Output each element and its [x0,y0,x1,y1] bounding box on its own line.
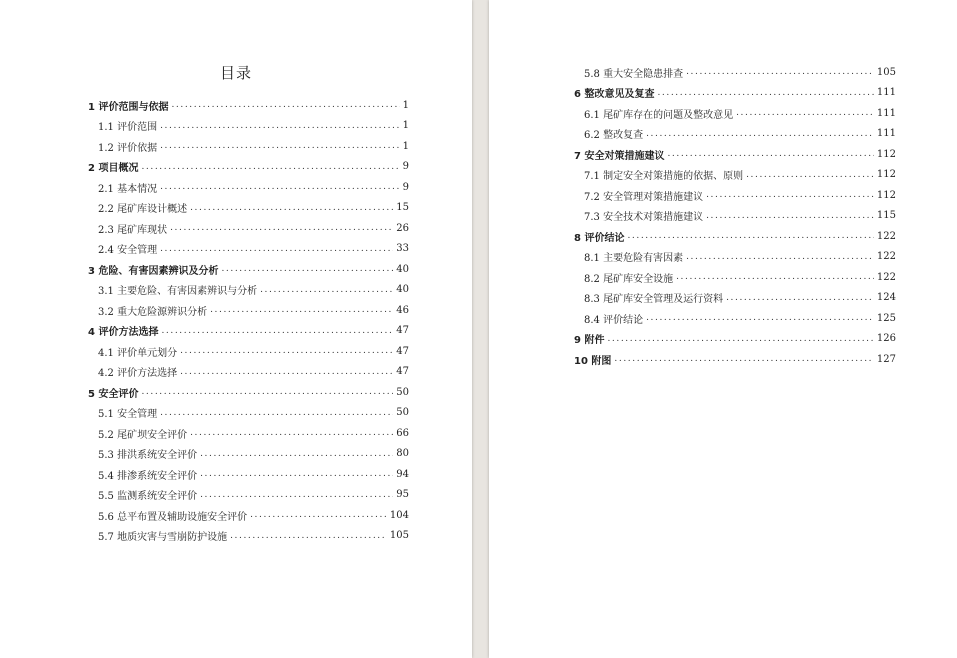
toc-leader-dots [250,510,387,520]
toc-leader-dots [190,428,393,438]
toc-page-number: 40 [396,263,409,275]
toc-page-number: 124 [876,292,896,303]
toc-section-entry[interactable] [98,527,409,545]
toc-page-number: 47 [396,366,409,377]
toc-page-number: 122 [876,251,896,262]
toc-section-entry[interactable] [584,289,896,307]
toc-section-entry[interactable] [98,506,409,524]
toc-entry-title: 7 安全对策措施建议 [574,150,665,162]
toc-page-number: 66 [396,427,409,439]
toc-leader-dots [161,326,393,336]
toc-section-entry[interactable] [584,207,896,225]
toc-entry-title: 5.3 排洪系统安全评价 [98,450,198,461]
toc-leader-dots [676,272,874,282]
toc-page-number: 125 [876,312,896,324]
toc-section-entry[interactable] [98,281,409,299]
toc-entry-title: 2.2 尾矿库设计概述 [98,204,188,215]
toc-section-entry[interactable] [584,248,896,266]
toc-leader-dots [200,490,393,500]
toc-entry-title: 4 评价方法选择 [88,327,159,338]
toc-page-number: 111 [876,128,896,139]
toc-section-entry[interactable] [98,363,409,381]
toc-leader-dots [200,469,393,479]
toc-leader-dots [736,108,874,118]
toc-entry-title: 8.4 评价结论 [584,314,644,326]
toc-leader-dots [260,285,393,295]
toc-page-number: 80 [396,448,409,459]
toc-page-number: 40 [396,284,409,295]
toc-entry-title: 6 整改意见及复查 [574,89,655,100]
toc-section-entry[interactable] [98,117,409,135]
toc-page-number: 9 [402,181,409,193]
toc-leader-dots [746,170,874,180]
toc-page-number: 1 [402,120,409,131]
toc-leader-dots [646,129,874,139]
toc-leader-dots [160,141,400,151]
toc-section-entry[interactable] [584,104,896,122]
document-page-right [489,0,957,658]
toc-chapter-entry[interactable] [88,96,409,114]
toc-section-entry[interactable] [98,342,409,360]
toc-entry-title: 7.1 制定安全对策措施的依据、原则 [584,171,744,182]
toc-entry-title: 3.2 重大危险源辨识分析 [98,306,208,318]
toc-entry-title: 8.1 主要危险有害因素 [584,253,684,264]
toc-entry-title: 1 评价范围与依据 [88,101,169,113]
toc-leader-dots [230,531,387,541]
toc-leader-dots [627,231,873,241]
toc-page-number: 112 [876,169,896,180]
toc-page-number: 111 [876,87,896,98]
toc-page-number: 105 [389,530,409,541]
toc-page-number: 127 [876,353,896,365]
toc-section-entry[interactable] [98,486,409,504]
toc-leader-dots [160,244,393,254]
toc-section-entry[interactable] [584,268,896,286]
toc-entry-title: 2.3 尾矿库现状 [98,224,168,236]
toc-entry-title: 5.7 地质灾害与雪崩防护设施 [98,532,228,543]
toc-leader-dots [180,367,393,377]
toc-leader-dots [160,408,393,418]
toc-entry-title: 5.2 尾矿坝安全评价 [98,429,188,441]
toc-leader-dots [170,223,393,233]
toc-page-number: 95 [396,489,409,500]
toc-entry-title: 6.1 尾矿库存在的问题及整改意见 [584,109,734,121]
toc-chapter-entry[interactable] [574,227,896,245]
toc-section-entry[interactable] [98,240,409,258]
toc-section-entry[interactable] [584,166,896,184]
toc-section-entry[interactable] [98,178,409,196]
toc-section-entry[interactable] [584,125,896,143]
toc-chapter-entry[interactable] [88,158,409,176]
toc-page-number: 111 [876,107,896,119]
toc-leader-dots [160,121,400,131]
toc-leader-dots [160,182,400,192]
toc-page-number: 115 [876,210,896,221]
toc-leader-dots [171,100,399,110]
toc-title: 目录 [219,64,252,82]
toc-leader-dots [686,252,874,262]
toc-leader-dots [726,293,874,303]
toc-page-number: 9 [402,161,409,172]
toc-entry-title: 8.2 尾矿库安全设施 [584,273,674,285]
toc-leader-dots [667,149,873,159]
toc-page-number: 112 [876,189,896,201]
toc-section-entry[interactable] [98,465,409,483]
toc-page-number: 47 [396,345,409,357]
toc-section-entry[interactable] [98,199,409,217]
toc-entry-title: 6.2 整改复查 [584,130,644,141]
toc-section-entry[interactable] [584,63,896,81]
toc-entry-title: 10 附图 [574,355,612,367]
toc-entry-title: 5.8 重大安全隐患排查 [584,68,684,80]
toc-page-number: 122 [876,271,896,283]
toc-leader-dots [686,67,874,77]
toc-chapter-entry[interactable] [88,383,409,401]
toc-entry-title: 2 项目概况 [88,163,139,174]
toc-entry-title: 5.5 监测系统安全评价 [98,491,198,502]
toc-page-number: 50 [396,386,409,398]
toc-page-number: 104 [389,509,409,521]
toc-leader-dots [657,88,873,98]
toc-section-entry[interactable] [98,445,409,463]
toc-chapter-entry[interactable] [574,84,896,102]
toc-page-number: 122 [876,230,896,242]
toc-chapter-entry[interactable] [574,145,896,163]
toc-leader-dots [141,387,393,397]
toc-section-entry[interactable] [98,137,409,155]
toc-page-number: 105 [876,66,896,78]
toc-leader-dots [221,264,393,274]
toc-leader-dots [141,162,399,172]
toc-section-entry[interactable] [98,301,409,319]
toc-page-number: 15 [396,202,409,213]
toc-leader-dots [706,211,874,221]
toc-entry-title: 5 安全评价 [88,388,139,400]
toc-page-number: 1 [402,140,409,152]
toc-section-entry[interactable] [584,309,896,327]
toc-leader-dots [607,334,873,344]
toc-section-entry[interactable] [584,186,896,204]
toc-page-number: 1 [402,99,409,111]
toc-leader-dots [200,449,393,459]
toc-entry-title: 4.2 评价方法选择 [98,368,178,379]
toc-section-entry[interactable] [98,219,409,237]
toc-entry-title: 5.6 总平布置及辅助设施安全评价 [98,511,248,523]
toc-entry-title: 5.4 排渗系统安全评价 [98,470,198,482]
document-page-left [0,0,472,658]
toc-entry-title: 8 评价结论 [574,232,625,244]
toc-leader-dots [614,354,874,364]
toc-page-number: 112 [876,148,896,160]
toc-section-entry[interactable] [98,424,409,442]
toc-entry-title: 7.2 安全管理对策措施建议 [584,191,704,203]
toc-entry-title: 7.3 安全技术对策措施建议 [584,212,704,223]
toc-chapter-entry[interactable] [88,260,409,278]
toc-entry-title: 5.1 安全管理 [98,409,158,420]
toc-leader-dots [180,346,393,356]
toc-entry-title: 1.1 评价范围 [98,122,158,133]
toc-chapter-entry[interactable] [574,350,896,368]
toc-entry-title: 2.4 安全管理 [98,245,158,256]
toc-page-number: 126 [876,333,896,344]
toc-entry-title: 3.1 主要危险、有害因素辨识与分析 [98,286,258,297]
toc-entry-title: 3 危险、有害因素辨识及分析 [88,265,219,277]
toc-page-number: 94 [396,468,409,480]
toc-chapter-entry[interactable] [88,322,409,340]
toc-leader-dots [646,313,874,323]
toc-page-number: 46 [396,304,409,316]
toc-entry-title: 4.1 评价单元划分 [98,347,178,359]
toc-leader-dots [706,190,874,200]
toc-page-number: 50 [396,407,409,418]
toc-leader-dots [190,203,393,213]
toc-chapter-entry[interactable] [574,330,896,348]
toc-page-number: 33 [396,243,409,254]
toc-entry-title: 2.1 基本情况 [98,183,158,195]
toc-entry-title: 8.3 尾矿库安全管理及运行资料 [584,294,724,305]
toc-entry-title: 1.2 评价依据 [98,142,158,154]
toc-section-entry[interactable] [98,404,409,422]
toc-page-number: 26 [396,222,409,234]
toc-page-number: 47 [396,325,409,336]
toc-entry-title: 9 附件 [574,335,605,346]
toc-leader-dots [210,305,393,315]
